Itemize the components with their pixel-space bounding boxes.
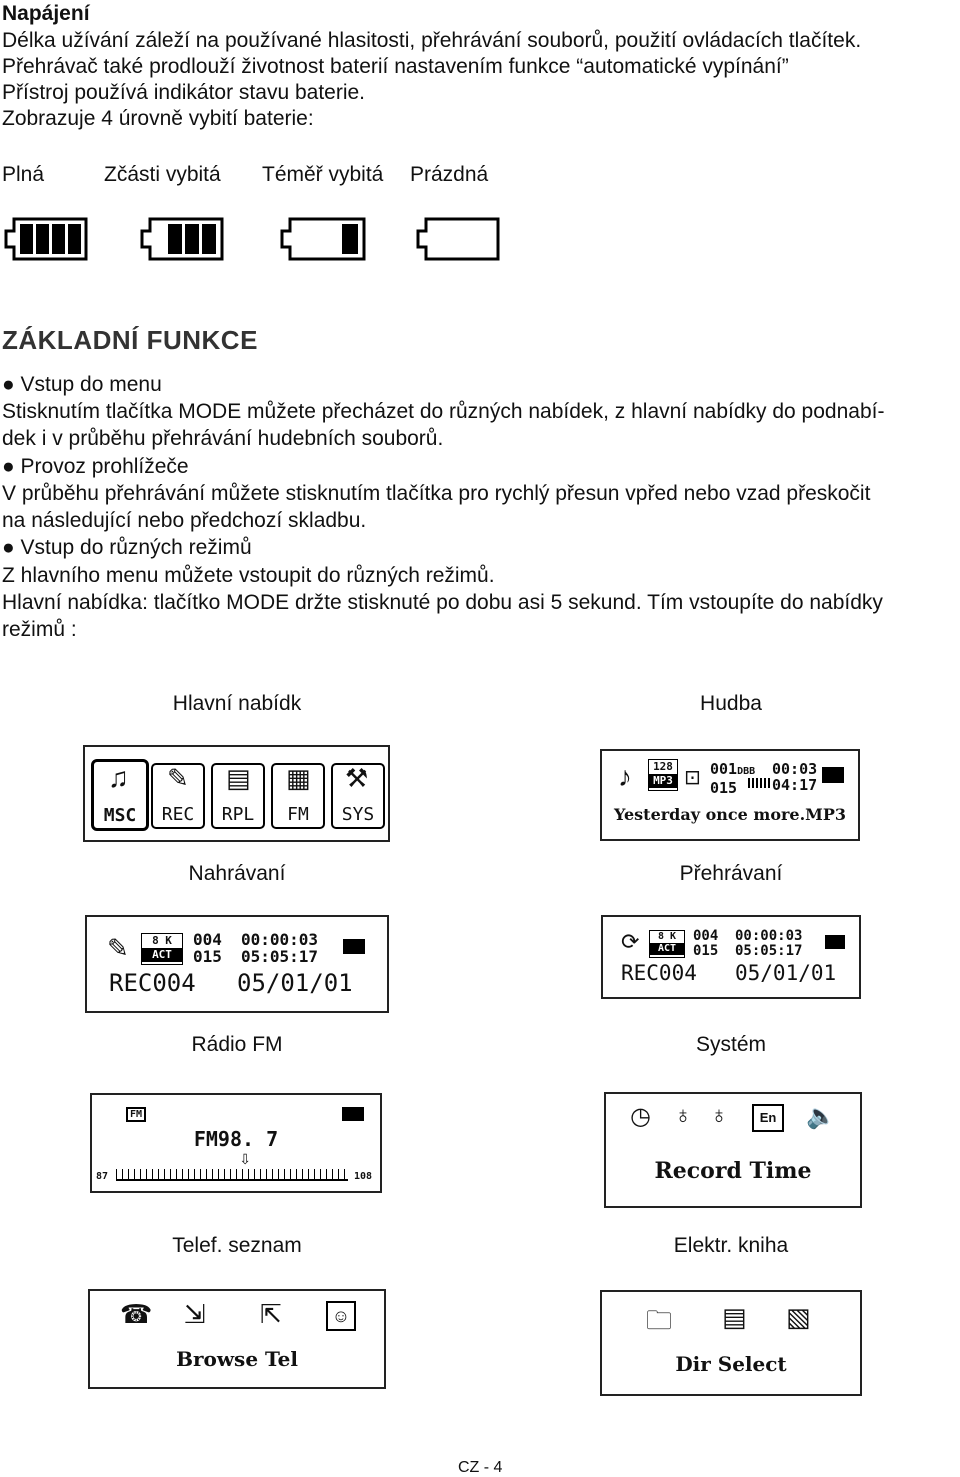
time-info bbox=[772, 761, 817, 793]
play-total: 015 bbox=[693, 943, 719, 959]
play-filename: REC004 bbox=[621, 961, 697, 985]
record-time: 00:00:03 bbox=[241, 930, 319, 949]
phone-icon: ☎ bbox=[120, 1299, 153, 1329]
scale-min: 87 bbox=[96, 1171, 109, 1182]
document-icon: ▤ bbox=[226, 763, 251, 793]
menu-item-fm bbox=[271, 763, 325, 829]
menu-label-fm: FM bbox=[287, 804, 309, 825]
radio-screen bbox=[90, 1093, 382, 1193]
menu-label-sys: SYS bbox=[341, 804, 375, 825]
battery-icon bbox=[825, 935, 845, 949]
bookmark-icon: ▧ bbox=[786, 1302, 811, 1332]
bullet-menu-title: ● Vstup do menu bbox=[2, 373, 162, 396]
battery-icon bbox=[343, 939, 365, 954]
battery-label-low: Téměř vybitá bbox=[262, 163, 384, 186]
record-filename: REC004 bbox=[109, 969, 196, 997]
rate-value: 8 K bbox=[152, 934, 172, 947]
ebook-screen bbox=[600, 1290, 862, 1396]
play-number: 004 bbox=[693, 928, 719, 944]
caption-recording: Nahrávaní bbox=[188, 862, 286, 885]
power-line-4: Zobrazuje 4 úrovně vybití baterie: bbox=[2, 107, 314, 130]
mode-value: ACT bbox=[142, 948, 182, 962]
system-label: Record Time bbox=[654, 1158, 812, 1184]
music-note-icon: ♪ bbox=[618, 761, 632, 792]
import-icon: ⇲ bbox=[184, 1299, 206, 1329]
format-value: MP3 bbox=[649, 774, 677, 788]
radio-icon: ▦ bbox=[286, 763, 311, 793]
menu-item-msc bbox=[91, 759, 149, 831]
bitrate-value: 128 bbox=[653, 760, 673, 773]
rate-badge bbox=[141, 933, 183, 965]
menu-label-rpl: RPL bbox=[221, 804, 255, 825]
ebook-label: Dir Select bbox=[675, 1352, 787, 1376]
folder-icon: 🗀 bbox=[646, 1305, 673, 1335]
bullet-modes-text-3: režimů : bbox=[2, 618, 77, 641]
menu-label-msc: MSC bbox=[103, 805, 137, 826]
battery-label-full: Plná bbox=[2, 163, 45, 186]
battery-partial-icon bbox=[142, 219, 222, 259]
caption-phonebook: Telef. seznam bbox=[172, 1234, 302, 1257]
power-heading: Napájení bbox=[2, 2, 90, 25]
bullet-browser-text-2: na následující nebo předchozí skladbu. bbox=[2, 509, 367, 532]
section-title: ZÁKLADNÍ FUNKCE bbox=[2, 325, 258, 355]
language-icon: En bbox=[752, 1104, 784, 1132]
phonebook-screen bbox=[88, 1289, 386, 1389]
frequency-display: FM98. 7 bbox=[193, 1127, 279, 1151]
repeat-icon: ⊡ bbox=[684, 767, 701, 789]
tools-icon: ⚒ bbox=[345, 763, 369, 793]
music-note-icon: ♫ bbox=[108, 762, 129, 793]
power-line-3: Přístroj používá indikátor stavu baterie. bbox=[2, 81, 366, 104]
rate-badge bbox=[649, 930, 685, 958]
play-counters bbox=[693, 929, 718, 959]
song-title: Yesterday once more.MP3 bbox=[613, 805, 847, 824]
menu-item-rpl bbox=[211, 763, 265, 829]
bullet-browser-title: ● Provoz prohlížeče bbox=[2, 455, 189, 478]
battery-label-empty: Prázdná bbox=[410, 163, 489, 186]
bullet-modes-title: ● Vstup do různých režimů bbox=[2, 536, 252, 559]
track-total: 015 bbox=[710, 779, 738, 797]
power-save-icon: ♁ bbox=[710, 1102, 728, 1129]
caption-main-menu: Hlavní nabídk bbox=[172, 692, 302, 715]
caption-ebook: Elektr. kniha bbox=[673, 1234, 789, 1257]
play-time: 00:00:03 bbox=[735, 928, 803, 944]
phonebook-label: Browse Tel bbox=[176, 1347, 298, 1371]
system-screen bbox=[604, 1092, 862, 1208]
record-times bbox=[241, 931, 318, 965]
elapsed-time: 00:03 bbox=[772, 760, 818, 778]
main-menu-screen bbox=[83, 745, 390, 842]
menu-item-rec bbox=[151, 763, 205, 829]
bitrate-badge bbox=[648, 759, 678, 791]
export-icon: ⇱ bbox=[260, 1299, 282, 1329]
mode-value: ACT bbox=[650, 943, 684, 955]
bullet-menu-text-2: dek i v průběhu přehrávání hudebních souborů. bbox=[2, 427, 444, 450]
speaker-icon: 🔈 bbox=[806, 1103, 836, 1130]
battery-low-icon bbox=[282, 219, 364, 259]
music-screen bbox=[600, 749, 860, 841]
play-remain: 05:05:17 bbox=[735, 943, 803, 959]
caption-music: Hudba bbox=[700, 692, 762, 715]
microphone-icon: ✎ bbox=[167, 763, 189, 793]
power-line-2: Přehrávač také prodlouží životnost baterií nastavením funkce “automatické vypínání” bbox=[2, 55, 789, 78]
microphone-icon: ✎ bbox=[107, 933, 129, 963]
battery-icons bbox=[0, 210, 520, 270]
battery-label-partial: Zčásti vybitá bbox=[104, 163, 221, 186]
power-line-1: Délka užívání záleží na používané hlasitosti, přehrávání souborů, použití ovládacích tlačítek. bbox=[2, 29, 862, 52]
bullet-modes-text-1: Z hlavního menu můžete vstoupit do různých režimů. bbox=[2, 564, 495, 587]
recording-screen bbox=[85, 915, 389, 1013]
record-date: 05/01/01 bbox=[237, 969, 353, 997]
record-remain: 05:05:17 bbox=[241, 947, 319, 966]
play-times bbox=[735, 929, 802, 959]
playback-screen bbox=[601, 915, 861, 999]
bullet-browser-text-1: V průběhu přehrávání můžete stisknutím tlačítka pro rychlý přesun vpřed nebo vzad přeskočit bbox=[2, 482, 871, 505]
track-number: 001 bbox=[710, 760, 738, 778]
tuner-arrow-icon: ⇩ bbox=[239, 1151, 251, 1167]
tuning-scale bbox=[116, 1169, 348, 1181]
playback-icon: ⟳ bbox=[621, 929, 640, 954]
bullet-modes-text-2: Hlavní nabídka: tlačítko MODE držte stisknuté po dobu asi 5 sekund. Tím vstoupíte do nabídky bbox=[2, 591, 883, 614]
battery-empty-icon bbox=[418, 219, 498, 259]
caption-radio: Rádio FM bbox=[191, 1033, 283, 1056]
caption-system: Systém bbox=[695, 1033, 766, 1056]
document-icon: ▤ bbox=[722, 1302, 747, 1332]
caption-playback: Přehrávaní bbox=[679, 862, 783, 885]
rate-value: 8 K bbox=[657, 931, 677, 942]
battery-icon bbox=[342, 1107, 364, 1121]
eq-mode: DBB bbox=[737, 766, 756, 777]
clock-icon: ◷ bbox=[630, 1103, 651, 1130]
bullet-menu-text-1: Stisknutím tlačítka MODE můžete přecházet do různých nabídek, z hlavní nabídky do podnabí- bbox=[2, 400, 885, 423]
battery-full-icon bbox=[6, 219, 86, 259]
record-number: 004 bbox=[193, 930, 222, 949]
battery-icon bbox=[822, 767, 844, 783]
eq-bars-icon bbox=[748, 778, 770, 788]
scale-max: 108 bbox=[354, 1171, 373, 1182]
record-total: 015 bbox=[193, 947, 222, 966]
track-length: 04:17 bbox=[772, 776, 818, 794]
person-icon: ☺ bbox=[326, 1301, 356, 1331]
play-date: 05/01/01 bbox=[735, 961, 837, 985]
record-counters bbox=[193, 931, 222, 965]
fm-badge-icon: FM bbox=[126, 1107, 146, 1122]
menu-item-sys bbox=[331, 763, 385, 829]
menu-label-rec: REC bbox=[161, 804, 195, 825]
page-number: CZ - 4 bbox=[458, 1459, 503, 1476]
bulb-icon: ♁ bbox=[674, 1102, 692, 1129]
